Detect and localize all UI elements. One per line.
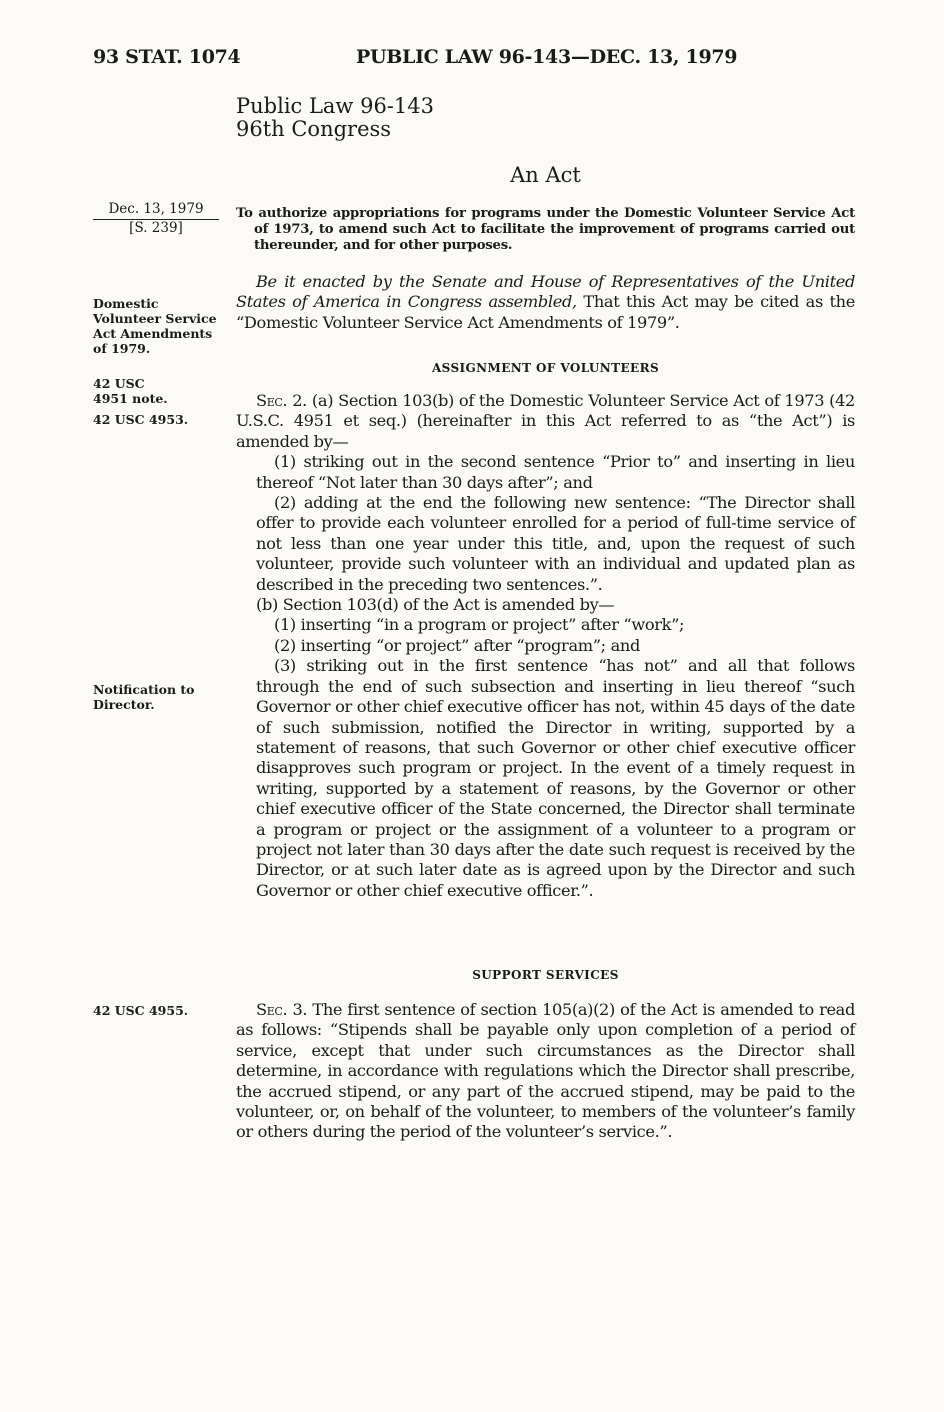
bill-number: [S. 239]	[129, 220, 183, 236]
sec2-a2: (2) adding at the end the following new sentence: “The Director shall offer to provide each volunteer enrolled for a period of full-time service of not less than one year under this title, and, upon the request of such volunteer, provide such volunteer with an individual and updated plan as described in the preceding two sentences.”.	[256, 493, 855, 594]
margin-note-notification: Notification to Director.	[93, 682, 195, 712]
purpose	[236, 206, 855, 254]
sec2-a1: (1) striking out in the second sentence “Prior to” and inserting in lieu thereof “Not later than 30 days after”; and	[256, 452, 855, 492]
page-number-header: 93 STAT. 1074	[93, 46, 241, 68]
section-2	[236, 391, 855, 901]
law-title	[236, 95, 434, 141]
sec2-label: Sec. 2.	[256, 391, 307, 410]
sec2-b: (b) Section 103(d) of the Act is amended by—	[256, 595, 615, 615]
enacting-clause	[236, 272, 855, 333]
date-block	[93, 201, 219, 236]
sec2-a: (a) Section 103(b) of the Domestic Volunteer Service Act of 1973 (42 U.S.C. 4951 et seq.) (hereinafter in this Act referred to as “the Act”) is amended by—	[236, 391, 855, 451]
margin-note-usc-4955: 42 USC 4955.	[93, 1003, 189, 1018]
margin-note-short-title: Domestic Volunteer Service Act Amendments of 1979.	[93, 296, 217, 356]
purpose-text: To authorize appropriations for programs under the Domestic Volunteer Service Act of 1973, to amend such Act to facilitate the improvement of programs carried out thereunder, and for other purposes.	[236, 206, 855, 253]
act-heading: An Act	[510, 163, 581, 187]
sec2-b1: (1) inserting “in a program or project” after “work”;	[274, 615, 685, 635]
sec3-label: Sec. 3.	[256, 1000, 308, 1019]
law-number: Public Law 96-143	[236, 94, 434, 118]
margin-note-usc-4951: 42 USC 4951 note.	[93, 376, 168, 406]
enacting-rest: That this Act may be cited as the “Domestic Volunteer Service Act Amendments of 1979”.	[236, 292, 855, 332]
section-3	[236, 1000, 855, 1143]
margin-note-usc-4953: 42 USC 4953.	[93, 412, 189, 427]
enactment-date: Dec. 13, 1979	[93, 201, 219, 220]
sec2-b2: (2) inserting “or project” after “program”; and	[274, 635, 640, 655]
heading-support-services: SUPPORT SERVICES	[472, 968, 619, 982]
heading-assignment-of-volunteers: ASSIGNMENT OF VOLUNTEERS	[431, 361, 660, 375]
running-header: PUBLIC LAW 96-143—DEC. 13, 1979	[356, 46, 738, 68]
enacting-italic: Be it enacted by the Senate and House of Representatives of the United States of America in Congress assembled,	[236, 272, 855, 312]
sec2-b3: (3) striking out in the first sentence “has not” and all that follows through the end of such subsection and inserting in lieu thereof “such Governor or other chief executive officer has not, within 45 days of the date of such submission, notified the Director in writing, supported by a statement of reasons, that such Governor or other chief executive officer disapproves such program or project. In the event of a timely request in writing, supported by a statement of reasons, by the Governor or other chief executive officer of the State concerned, the Director shall terminate a program or project or the assignment of a volunteer to a program or project not later than 30 days after the date such request is received by the Director, or at such later date as is agreed upon by the Director and such Governor or other chief executive officer.”.	[256, 656, 855, 900]
congress: 96th Congress	[236, 117, 392, 141]
sec3-text: The first sentence of section 105(a)(2) of the Act is amended to read as follows: “Stipends shall be payable only upon completion of a period of service, except that under such circumstances as the Director shall determine, in accordance with regulations which the Director shall prescribe, the accrued stipend, or any part of the accrued stipend, may be paid to the volunteer, or, on behalf of the volunteer, to members of the volunteer’s family or others during the period of the volunteer’s service.”.	[236, 1000, 855, 1142]
